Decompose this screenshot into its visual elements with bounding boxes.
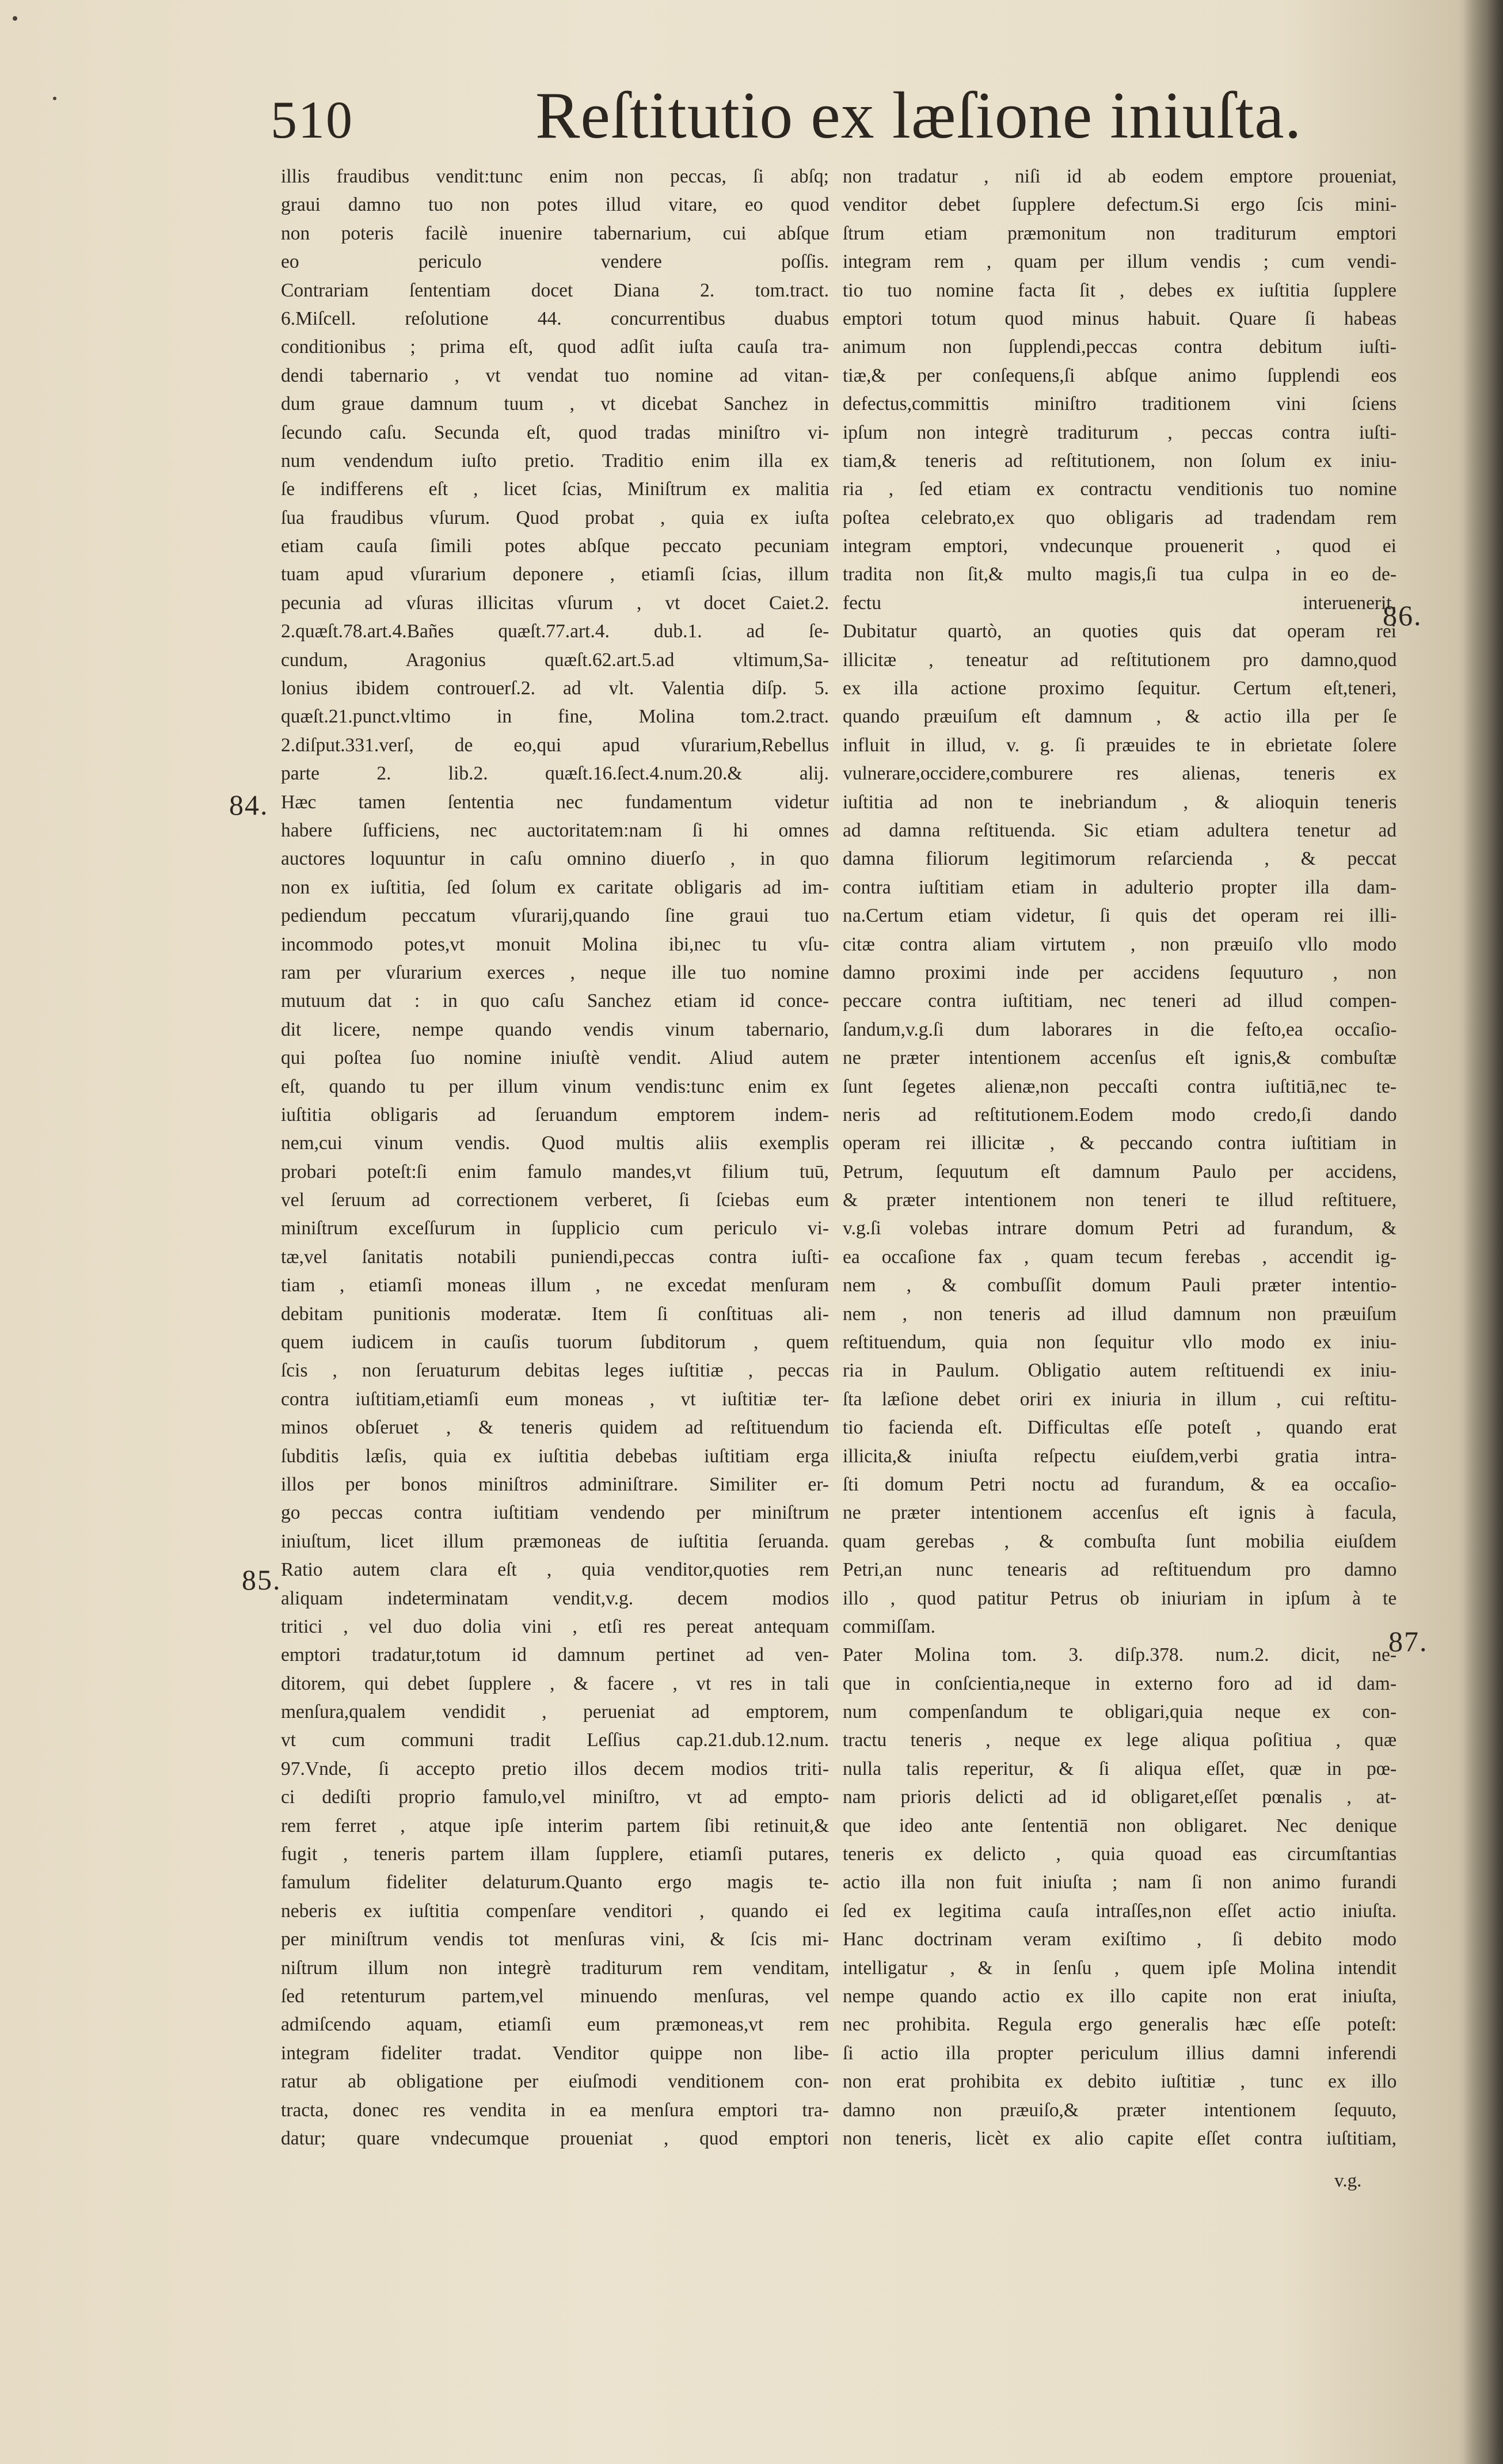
text-line: Hanc doctrinam veram exiſtimo , ſi debito modo: [843, 1929, 1397, 1950]
text-line: tiam , etiamſi moneas illum , ne excedat menſuram: [281, 1275, 829, 1296]
text-line: ſed retenturum partem,vel minuendo menſuras, vel: [281, 1986, 829, 2007]
text-line: vel ſeruum ad correctionem verberet, ſi ſciebas eum: [281, 1189, 829, 1211]
text-line: nulla talis reperitur, & ſi aliqua eſſet, quæ in pœ-: [843, 1758, 1397, 1779]
text-line: reſtituendum, quia non ſequitur vllo modo ex iniu-: [843, 1332, 1397, 1353]
text-line: ria , ſed etiam ex contractu venditionis tuo nomine: [843, 478, 1397, 500]
text-line: nem,cui vinum vendis. Quod multis aliis exemplis: [281, 1132, 829, 1154]
text-line: operam rei illicitæ , & peccando contra iuſtitiam in: [843, 1132, 1397, 1154]
text-line: ſunt ſegetes alienæ,non peccaſti contra iuſtitiā,nec te-: [843, 1075, 1397, 1097]
text-line: iuſtitia ad non te inebriandum , & alioquin teneris: [843, 791, 1397, 813]
text-line: citæ contra aliam virtutem , non præuiſo vllo modo: [843, 933, 1397, 955]
text-line: miniſtrum exceſſurum in ſupplicio cum periculo vi-: [281, 1218, 829, 1239]
text-line: illicita,& iniuſta reſpectu eiuſdem,verbi gratia intra-: [843, 1445, 1397, 1467]
text-line: neris ad reſtitutionem.Eodem modo credo,ſi dando: [843, 1104, 1397, 1125]
text-line: intelligatur , & in ſenſu , quem ipſe Molina intendit: [843, 1957, 1397, 1979]
text-line: 97.Vnde, ſi accepto pretio illos decem modios triti-: [281, 1758, 829, 1779]
text-line: ditorem, qui debet ſupplere , & facere , vt res in tali: [281, 1672, 829, 1694]
text-line: actio illa non fuit iniuſta ; nam ſi non animo furandi: [843, 1872, 1397, 1893]
text-line: pecunia ad vſuras illicitas vſurum , vt docet Caiet.2.: [281, 592, 829, 614]
text-line: auctores loquuntur in caſu omnino diuerſo , in quo: [281, 848, 829, 870]
text-line: venditor debet ſupplere defectum.Si ergo ſcis mini-: [843, 194, 1397, 216]
text-line: debitam punitionis moderatæ. Item ſi conſtituas ali-: [281, 1303, 829, 1325]
text-line: Contrariam ſententiam docet Diana 2. tom.tract.: [281, 279, 829, 301]
text-line: tio tuo nomine facta ſit , debes ex iuſtitia ſupplere: [843, 279, 1397, 301]
text-line: ſtrum etiam præmonitum non traditurum emptori: [843, 222, 1397, 244]
text-line: illo , quod patitur Petrus ob iniuriam in ipſum à te: [843, 1587, 1397, 1609]
text-line: vt cum communi tradit Leſſius cap.21.dub.12.num.: [281, 1729, 829, 1751]
text-line: quæſt.21.punct.vltimo in fine, Molina tom.2.tract.: [281, 706, 829, 728]
text-line: per miniſtrum vendis tot menſuras vini, & ſcis mi-: [281, 1929, 829, 1950]
text-line: tracta, donec res vendita in ea menſura emptori tra-: [281, 2099, 829, 2121]
text-line: conditionibus ; prima eſt, quod adſit iuſta cauſa tra-: [281, 336, 829, 358]
text-line: Hæc tamen ſententia nec fundamentum videtur: [281, 791, 829, 813]
text-line: integram rem , quam per illum vendis ; cum vendi-: [843, 251, 1397, 273]
text-line: non ex iuſtitia, ſed ſolum ex caritate obligaris ad im-: [281, 876, 829, 898]
text-line: tractu teneris , neque ex lege aliqua poſitiua , quæ: [843, 1729, 1397, 1751]
text-line: qui poſtea ſuo nomine iniuſtè vendit. Aliud autem: [281, 1047, 829, 1069]
text-line: eſt, quando tu per illum vinum vendis:tunc enim ex: [281, 1075, 829, 1097]
text-line: dit licere, nempe quando vendis vinum tabernario,: [281, 1018, 829, 1040]
right-text-column: [843, 162, 1397, 2153]
text-line: Pater Molina tom. 3. diſp.378. num.2. dicit, ne-: [843, 1644, 1397, 1666]
text-line: nem , non teneris ad illud damnum non præuiſum: [843, 1303, 1397, 1325]
page-header: [271, 78, 1302, 170]
margin-number-84: 84.: [229, 789, 269, 821]
text-line: teneris ex delicto , quia quoad eas circumſtantias: [843, 1843, 1397, 1865]
text-line: parte 2. lib.2. quæſt.16.ſect.4.num.20.& alij.: [281, 763, 829, 785]
text-line: iuſtitia obligaris ad ſeruandum emptorem indem-: [281, 1104, 829, 1125]
text-line: ci dediſti proprio famulo,vel miniſtro, vt ad empto-: [281, 1786, 829, 1808]
text-line: ipſum non integrè traditurum , peccas contra iuſti-: [843, 421, 1397, 443]
text-line: menſura,qualem vendidit , perueniat ad emptorem,: [281, 1701, 829, 1723]
text-line: ne præter intentionem accenſus eſt ignis à facula,: [843, 1502, 1397, 1524]
text-line: num compenſandum te obligari,quia neque ex con-: [843, 1701, 1397, 1723]
text-line: ſi actio illa propter periculum illius damni inferendi: [843, 2042, 1397, 2064]
text-line: tæ,vel ſanitatis notabili puniendi,peccas contra iuſti-: [281, 1246, 829, 1268]
text-line: integram fideliter tradat. Venditor quippe non libe-: [281, 2042, 829, 2064]
text-line: ſua fraudibus vſurum. Quod probat , quia ex iuſta: [281, 507, 829, 528]
ink-speck: [13, 16, 17, 21]
margin-number-87: 87.: [1388, 1625, 1428, 1657]
text-line: ea occaſione fax , quam tecum ferebas , accendit ig-: [843, 1246, 1397, 1268]
text-line: neberis ex iuſtitia compenſare venditori , quando ei: [281, 1900, 829, 1922]
text-line: poſtea celebrato,ex quo obligaris ad tradendam rem: [843, 507, 1397, 528]
margin-number-86: 86.: [1383, 599, 1422, 632]
text-line: que in conſcientia,neque in externo foro ad id dam-: [843, 1672, 1397, 1694]
text-line: graui damno tuo non potes illud vitare, eo quod: [281, 194, 829, 216]
text-line: aliquam indeterminatam vendit,v.g. decem modios: [281, 1587, 829, 1609]
text-line: ſed ex legitima cauſa intraſſes,non eſſet actio iniuſta.: [843, 1900, 1397, 1922]
text-line: tritici , vel duo dolia vini , etſi res pereat antequam: [281, 1615, 829, 1637]
text-line: nec prohibita. Regula ergo generalis hæc eſſe poteſt:: [843, 2014, 1397, 2036]
text-line: vulnerare,occidere,comburere res alienas, teneris ex: [843, 763, 1397, 785]
text-line: niſtrum illum non integrè traditurum rem venditam,: [281, 1957, 829, 1979]
text-line: ex illa actione proximo ſequitur. Certum eſt,teneri,: [843, 678, 1397, 699]
text-line: num vendendum iuſto pretio. Traditio enim illa ex: [281, 450, 829, 471]
text-line: dum graue damnum tuum , vt dicebat Sanchez in: [281, 393, 829, 415]
text-line: fugit , teneris partem illam ſupplere, etiamſi putares,: [281, 1843, 829, 1865]
text-line: tio facienda eſt. Difficultas eſſe poteſt , quando erat: [843, 1417, 1397, 1439]
page-number: 510: [271, 90, 353, 149]
text-line: eo periculo vendere poſſis.: [281, 251, 829, 273]
text-line: famulum fideliter delaturum.Quanto ergo magis te-: [281, 1872, 829, 1893]
text-line: minos obſeruet , & teneris quidem ad reſtituendum: [281, 1417, 829, 1439]
text-line: defectus,committis miniſtro traditionem vini ſciens: [843, 393, 1397, 415]
text-line: emptori tradatur,totum id damnum pertinet ad ven-: [281, 1644, 829, 1666]
text-line: commiſſam.: [843, 1615, 935, 1637]
text-line: admiſcendo aquam, etiamſi eum præmoneas,vt rem: [281, 2014, 829, 2036]
text-line: contra iuſtitiam,etiamſi eum moneas , vt iuſtitiæ ter-: [281, 1388, 829, 1410]
text-line: etiam cauſa ſimili potes abſque peccato pecuniam: [281, 535, 829, 557]
text-line: Dubitatur quartò, an quoties quis dat operam rei: [843, 621, 1397, 642]
text-line: cundum, Aragonius quæſt.62.art.5.ad vltimum,Sa-: [281, 649, 829, 671]
text-line: & præter intentionem non teneri te illud reſtituere,: [843, 1189, 1397, 1211]
text-line: Petrum, ſequutum eſt damnum Paulo per accidens,: [843, 1161, 1397, 1182]
text-line: tiam,& teneris ad reſtitutionem, non ſolum ex iniu-: [843, 450, 1397, 471]
text-line: ram per vſurarium exerces , neque ille tuo nomine: [281, 961, 829, 983]
text-line: influit in illud, v. g. ſi præuides te in ebrietate ſolere: [843, 734, 1397, 756]
text-line: illos per bonos miniſtros adminiſtrare. Similiter er-: [281, 1473, 829, 1495]
text-line: quando præuiſum eſt damnum , & actio illa per ſe: [843, 706, 1397, 728]
text-line: na.Certum etiam videtur, ſi quis det operam rei illi-: [843, 905, 1397, 927]
text-line: ſta læſione debet oriri ex iniuria in illum , cui reſtitu-: [843, 1388, 1397, 1410]
text-line: incommodo potes,vt monuit Molina ibi,nec tu vſu-: [281, 933, 829, 955]
text-line: iniuſtum, licet illum præmoneas de iuſtitia ſeruanda.: [281, 1530, 829, 1552]
margin-number-85: 85.: [242, 1564, 281, 1596]
text-line: ratur ab obligatione per eiuſmodi venditionem con-: [281, 2071, 829, 2093]
text-line: integram emptori, vndecunque prouenerit , quod ei: [843, 535, 1397, 557]
text-line: damno proximi inde per accidens ſequuturo , non: [843, 961, 1397, 983]
text-line: illis fraudibus vendit:tunc enim non peccas, ſi abſq;: [281, 166, 829, 187]
text-line: damna filiorum legitimorum reſarcienda , & peccat: [843, 848, 1397, 870]
text-line: v.g.ſi volebas intrare domum Petri ad furandum, &: [843, 1218, 1397, 1239]
running-title: Reſtitutio ex læſione iniuſta.: [535, 79, 1302, 153]
text-line: non erat prohibita ex debito iuſtitiæ , tunc ex illo: [843, 2071, 1397, 2093]
text-line: non teneris, licèt ex alio capite eſſet contra iuſtitiam,: [843, 2127, 1397, 2149]
text-line: animum non ſupplendi,peccas contra debitum iuſti-: [843, 336, 1397, 358]
text-line: ſecundo caſu. Secunda eſt, quod tradas miniſtro vi-: [281, 421, 829, 443]
text-line: tiæ,& per conſequens,ſi abſque animo ſupplendi eos: [843, 364, 1397, 386]
text-line: probari poteſt:ſi enim famulo mandes,vt filium tuū,: [281, 1161, 829, 1182]
text-line: ſti domum Petri noctu ad furandum, & ea occaſio-: [843, 1473, 1397, 1495]
text-line: tuam apud vſurarium deponere , etiamſi ſcias, illum: [281, 564, 829, 585]
text-line: damno non præuiſo,& præter intentionem ſequuto,: [843, 2099, 1397, 2121]
text-line: tradita non ſit,& multo magis,ſi tua culpa in eo de-: [843, 564, 1397, 585]
text-line: ne præter intentionem accenſus eſt ignis,& combuſtæ: [843, 1047, 1397, 1069]
text-line: nempe quando actio ex illo capite non erat iniuſta,: [843, 1986, 1397, 2007]
text-line: 2.diſput.331.verſ, de eo,qui apud vſurarium,Rebellus: [281, 734, 829, 756]
text-line: rem ferret , atque ipſe interim partem ſibi retinuit,&: [281, 1815, 829, 1836]
ink-speck: [53, 97, 56, 100]
text-line: 6.Miſcell. reſolutione 44. concurrentibus duabus: [281, 307, 829, 329]
text-line: contra iuſtitiam etiam in adulterio propter illa dam-: [843, 876, 1397, 898]
text-line: emptori totum quod minus habuit. Quare ſi habeas: [843, 307, 1397, 329]
text-line: ſubditis læſis, quia ex iuſtitia debebas iuſtitiam erga: [281, 1445, 829, 1467]
text-line: pediendum peccatum vſurarij,quando ſine graui tuo: [281, 905, 829, 927]
text-line: quam gerebas , & combuſta ſunt mobilia eiuſdem: [843, 1530, 1397, 1552]
text-line: illicitæ , teneatur ad reſtitutionem pro damno,quod: [843, 649, 1397, 671]
text-line: ſe indifferens eſt , licet ſcias, Miniſtrum ex malitia: [281, 478, 829, 500]
text-line: fectu interuenerit.: [843, 592, 1397, 614]
book-gutter-shadow: [1463, 0, 1503, 2464]
text-line: 2.quæſt.78.art.4.Bañes quæſt.77.art.4. dub.1. ad ſe-: [281, 621, 829, 642]
text-line: non tradatur , niſi id ab eodem emptore proueniat,: [843, 166, 1397, 187]
text-line: lonius ibidem controuerſ.2. ad vlt. Valentia diſp. 5.: [281, 678, 829, 699]
text-line: nam prioris delicti ad id obligaret,eſſet pœnalis , at-: [843, 1786, 1397, 1808]
text-line: ſcis , non ſeruaturum debitas leges iuſtitiæ , peccas: [281, 1360, 829, 1382]
text-line: datur; quare vndecumque proueniat , quod emptori: [281, 2127, 829, 2149]
text-line: Petri,an nunc tenearis ad reſtituendum pro damno: [843, 1559, 1397, 1581]
text-line: mutuum dat : in quo caſu Sanchez etiam id conce-: [281, 990, 829, 1012]
text-line: non poteris facilè inuenire tabernarium, cui abſque: [281, 222, 829, 244]
text-line: habere ſufficiens, nec auctoritatem:nam ſi hi omnes: [281, 819, 829, 841]
text-line: Ratio autem clara eſt , quia venditor,quoties rem: [281, 1559, 829, 1581]
text-line: quem iudicem in cauſis tuorum ſubditorum , quem: [281, 1332, 829, 1353]
text-line: nem , & combuſſit domum Pauli præter intentio-: [843, 1275, 1397, 1296]
text-line: dendi tabernario , vt vendat tuo nomine ad vitan-: [281, 364, 829, 386]
text-line: ad damna reſtituenda. Sic etiam adultera tenetur ad: [843, 819, 1397, 841]
text-line: que ideo ante ſententiā non obligaret. Nec denique: [843, 1815, 1397, 1836]
catchword: v.g.: [1334, 2170, 1362, 2191]
text-line: ria in Paulum. Obligatio autem reſtituendi ex iniu-: [843, 1360, 1397, 1382]
text-line: go peccas contra iuſtitiam vendendo per miniſtrum: [281, 1502, 829, 1524]
text-line: peccare contra iuſtitiam, nec teneri ad illud compen-: [843, 990, 1397, 1012]
left-text-column: [281, 162, 829, 2153]
text-line: ſandum,v.g.ſi dum laborares in die feſto,ea occaſio-: [843, 1018, 1397, 1040]
